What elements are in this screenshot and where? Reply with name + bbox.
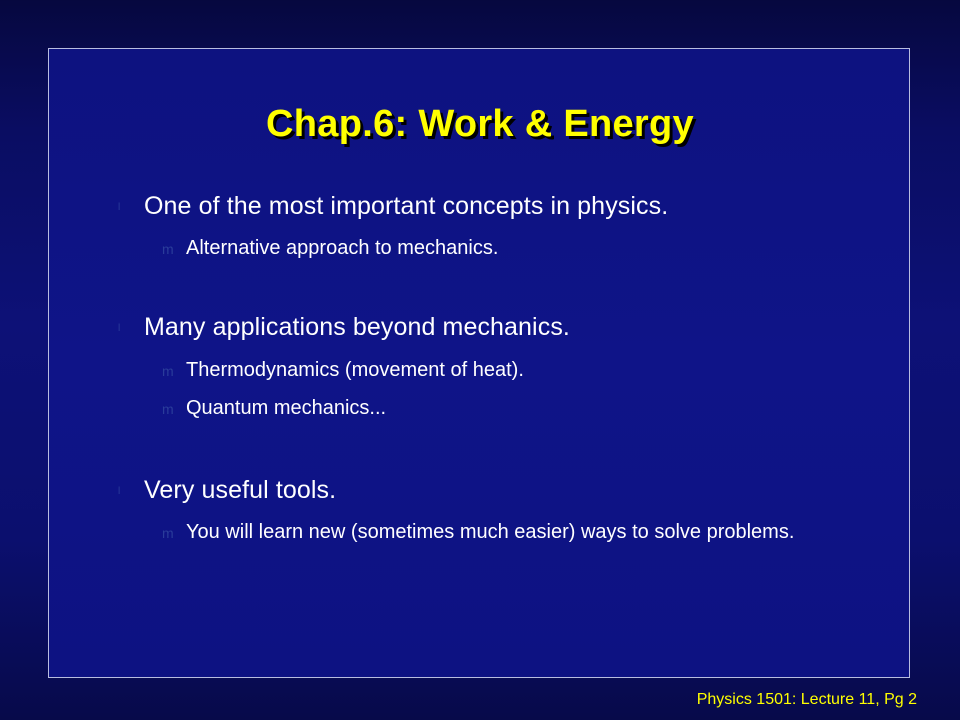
bullet-2-sub-1	[162, 358, 842, 384]
bullet-2-sub-2-text: Quantum mechanics...	[186, 397, 387, 419]
bullet-3-text: Very useful tools.	[144, 476, 337, 504]
bullet-3-sub-1-text: You will learn new (sometimes much easier) ways to solve problems.	[186, 521, 795, 543]
bullet-1	[118, 192, 668, 221]
bullet-marker: l	[118, 485, 121, 497]
bullet-1-sub-1-text: Alternative approach to mechanics.	[186, 237, 499, 259]
bullet-3	[118, 476, 336, 505]
bullet-1-text: One of the most important concepts in physics.	[144, 192, 669, 220]
slide-footer: Physics 1501: Lecture 11, Pg 2	[696, 691, 917, 708]
bullet-2-text: Many applications beyond mechanics.	[144, 313, 570, 341]
sub-bullet-marker: m	[162, 241, 174, 257]
bullet-2-sub-1-text: Thermodynamics (movement of heat).	[186, 359, 524, 381]
bullet-3-sub-1	[162, 520, 842, 546]
bullet-1-sub-1	[162, 236, 842, 262]
slide-title: Chap.6: Work & Energy	[266, 103, 694, 145]
bullet-marker: l	[118, 322, 121, 334]
bullet-marker: l	[118, 201, 121, 213]
sub-bullet-marker: m	[162, 363, 174, 379]
sub-bullet-marker: m	[162, 401, 174, 417]
bullet-2	[118, 313, 570, 342]
sub-bullet-marker: m	[162, 525, 174, 541]
bullet-2-sub-2	[162, 396, 842, 422]
